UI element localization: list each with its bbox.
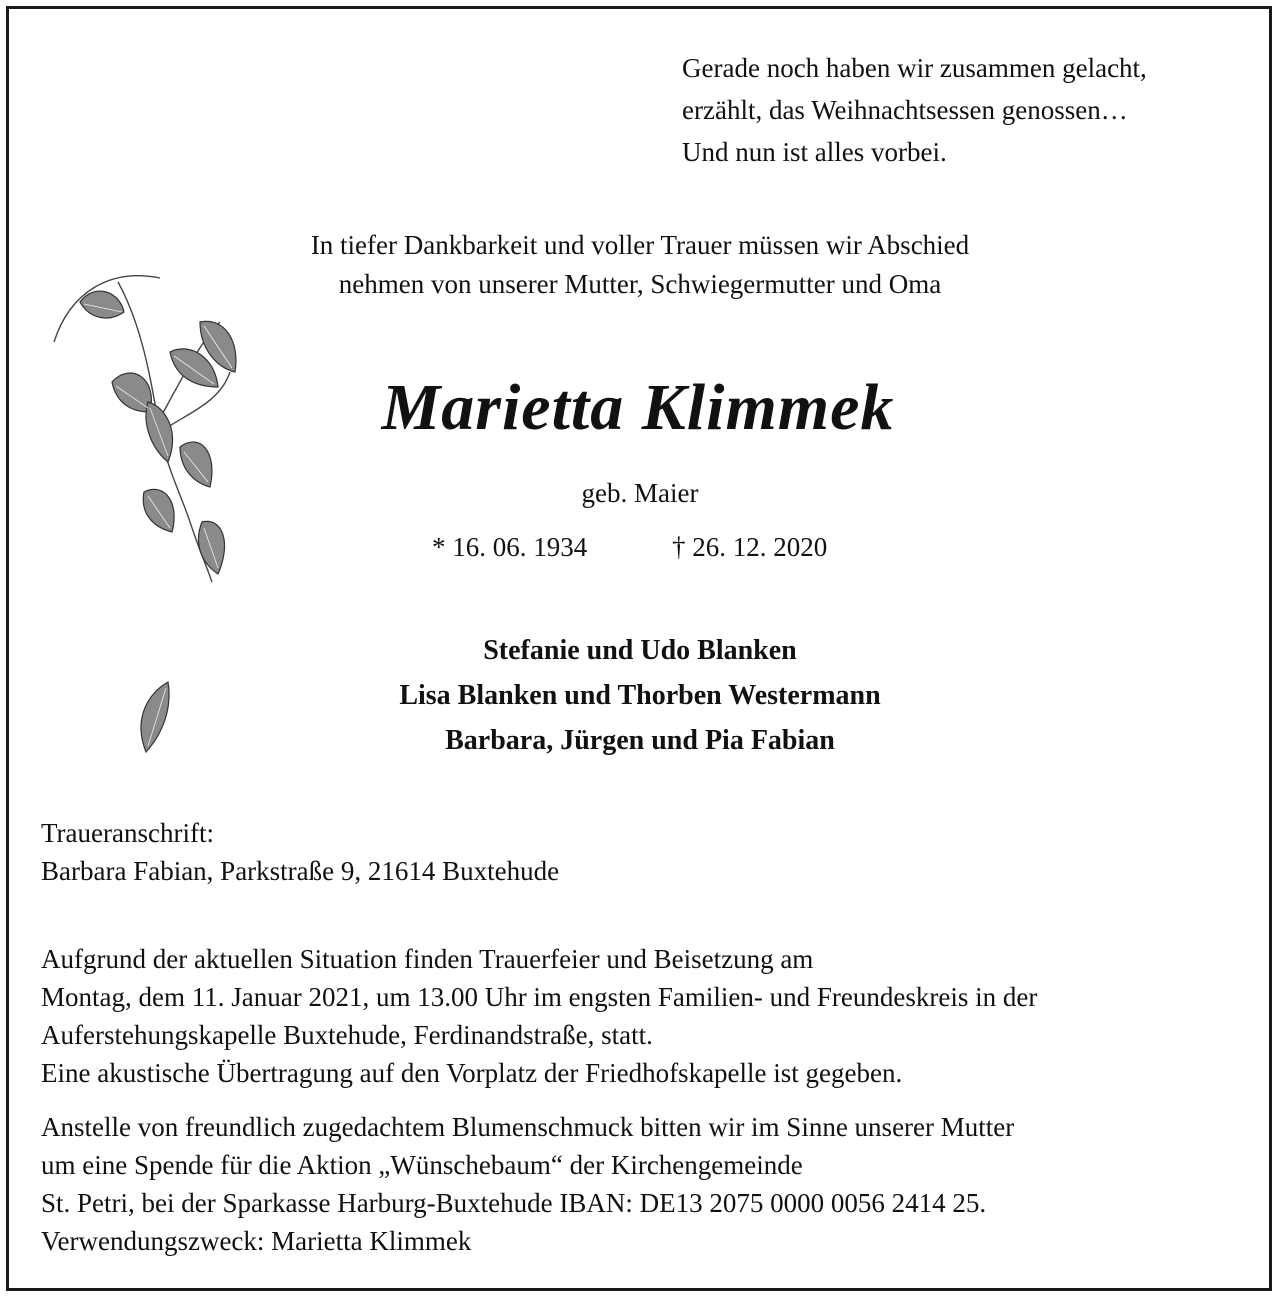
ceremony-line: Eine akustische Übertragung auf den Vorplatz der Friedhofskapelle ist gegeben. [41, 1058, 903, 1088]
mourning-address [41, 814, 559, 890]
ceremony-line: Aufgrund der aktuellen Situation finden Trauerfeier und Beisetzung am [41, 944, 814, 974]
death-date: † 26. 12. 2020 [672, 532, 828, 562]
poem-line: Gerade noch haben wir zusammen gelacht, [682, 53, 1147, 83]
mourner: Barbara, Jürgen und Pia Fabian [445, 725, 835, 756]
mourners-list [0, 628, 1280, 763]
poem-line: Und nun ist alles vorbei. [682, 137, 947, 167]
intro-line: In tiefer Dankbarkeit und voller Trauer müssen wir Abschied [310, 230, 970, 260]
donation-paragraph [41, 1108, 1014, 1260]
mourner: Stefanie und Udo Blanken [483, 635, 797, 666]
deceased-name [0, 370, 1280, 446]
birth-date: * 16. 06. 1934 [432, 532, 588, 562]
donation-line: St. Petri, bei der Sparkasse Harburg-Buxtehude IBAN: DE13 2075 0000 0056 2414 25. [41, 1188, 987, 1218]
donation-line: Verwendungszweck: Marietta Klimmek [41, 1226, 472, 1256]
poem [682, 47, 1147, 173]
poem-line: erzählt, das Weihnachtsessen genossen… [682, 95, 1128, 125]
address-value: Barbara Fabian, Parkstraße 9, 21614 Buxtehude [41, 856, 560, 886]
ceremony-paragraph [41, 940, 1037, 1092]
ceremony-line: Montag, dem 11. Januar 2021, um 13.00 Uhr im engsten Familien- und Freundeskreis in der [41, 982, 1038, 1012]
birth-name: geb. Maier [581, 478, 699, 508]
intro-line: nehmen von unserer Mutter, Schwiegermutter und Oma [338, 269, 942, 299]
donation-line: um eine Spende für die Aktion „Wünschebaum“ der Kirchengemeinde [41, 1150, 803, 1180]
donation-line: Anstelle von freundlich zugedachtem Blumenschmuck bitten wir im Sinne unserer Mutter [41, 1112, 1015, 1142]
address-label: Traueranschrift: [41, 818, 214, 848]
deceased-name-text: Marietta Klimmek [381, 371, 895, 444]
ceremony-line: Auferstehungskapelle Buxtehude, Ferdinandstraße, statt. [41, 1020, 653, 1050]
mourner: Lisa Blanken und Thorben Westermann [399, 680, 881, 711]
intro-text [0, 226, 1280, 304]
